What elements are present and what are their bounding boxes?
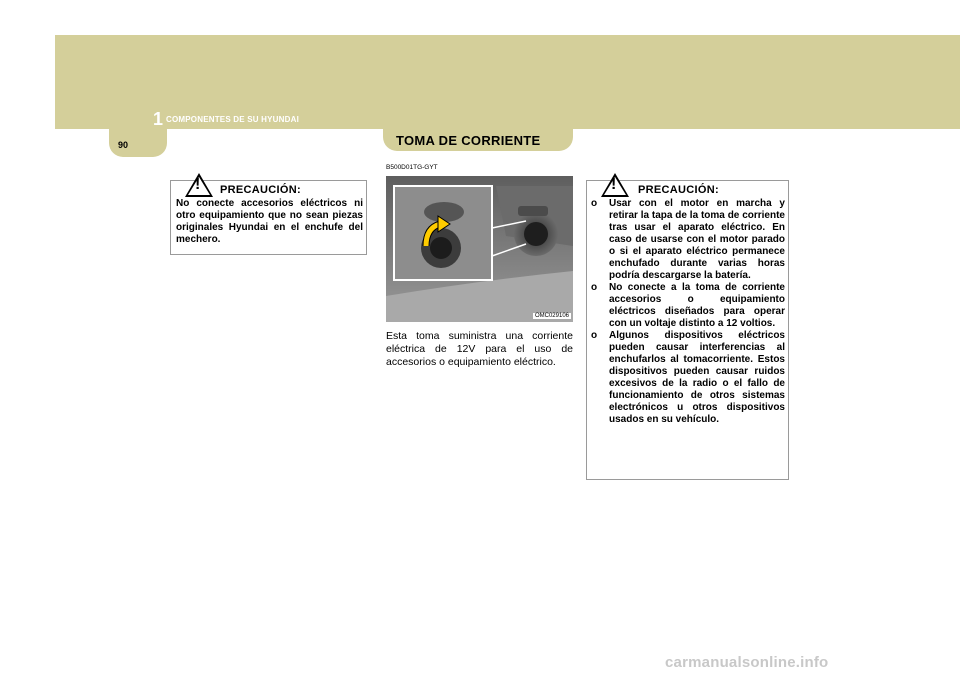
caution-heading: PRECAUCIÓN:: [638, 184, 719, 196]
chapter-title: COMPONENTES DE SU HYUNDAI: [166, 115, 300, 124]
list-item-text: Usar con el motor en marcha y retirar la tapa de la toma de corriente tras usar el aparato eléctrico. En caso de usarse con el motor parado o si el aparato eléctrico permanece enchufado durante varias horas podría descargarse la batería.: [609, 198, 785, 281]
list-item: [591, 282, 785, 330]
list-item-text: No conecte a la toma de corriente accesorios o equipamiento eléctricos diseñados para operar con un voltaje distinto a 12 voltios.: [609, 282, 785, 329]
caution-list: [591, 198, 785, 426]
caution-text: No conecte accesorios eléctricos ni otro equipamiento que no sean piezas originales Hyundai en el enchufe del mechero.: [176, 198, 363, 245]
bullet: o: [591, 198, 598, 209]
image-code: OMC029106: [534, 313, 569, 319]
section-title: TOMA DE CORRIENTE: [396, 133, 541, 148]
reference-code: B500D01TG-GYT: [386, 164, 438, 171]
watermark: carmanualsonline.info: [665, 654, 829, 671]
power-outlet-illustration: [386, 176, 573, 322]
caution-heading: PRECAUCIÓN:: [220, 184, 301, 196]
list-item-text: Algunos dispositivos eléctricos pueden causar interferencias al enchufarlos al tomacorriente. Estos dispositivos pueden causar ruidos excesivos de la radio o el fallo de funcionamiento de otros sistemas electrónicos u otros dispositivos usados en su vehículo.: [609, 330, 785, 425]
exclamation-icon: !: [195, 176, 201, 193]
list-item: [591, 330, 785, 426]
bullet: o: [591, 282, 598, 293]
body-text: Esta toma suministra una corriente eléctrica de 12V para el uso de accesorios o equipamiento eléctrico.: [386, 330, 573, 368]
caution-box-left: [170, 176, 367, 255]
power-outlet-photo: [386, 176, 573, 322]
caution-box-right: [586, 176, 789, 480]
exclamation-icon: !: [611, 176, 617, 193]
page-number: 90: [118, 140, 129, 150]
list-item: [591, 198, 785, 282]
chapter-number: 1: [153, 109, 164, 129]
bullet: o: [591, 330, 598, 341]
